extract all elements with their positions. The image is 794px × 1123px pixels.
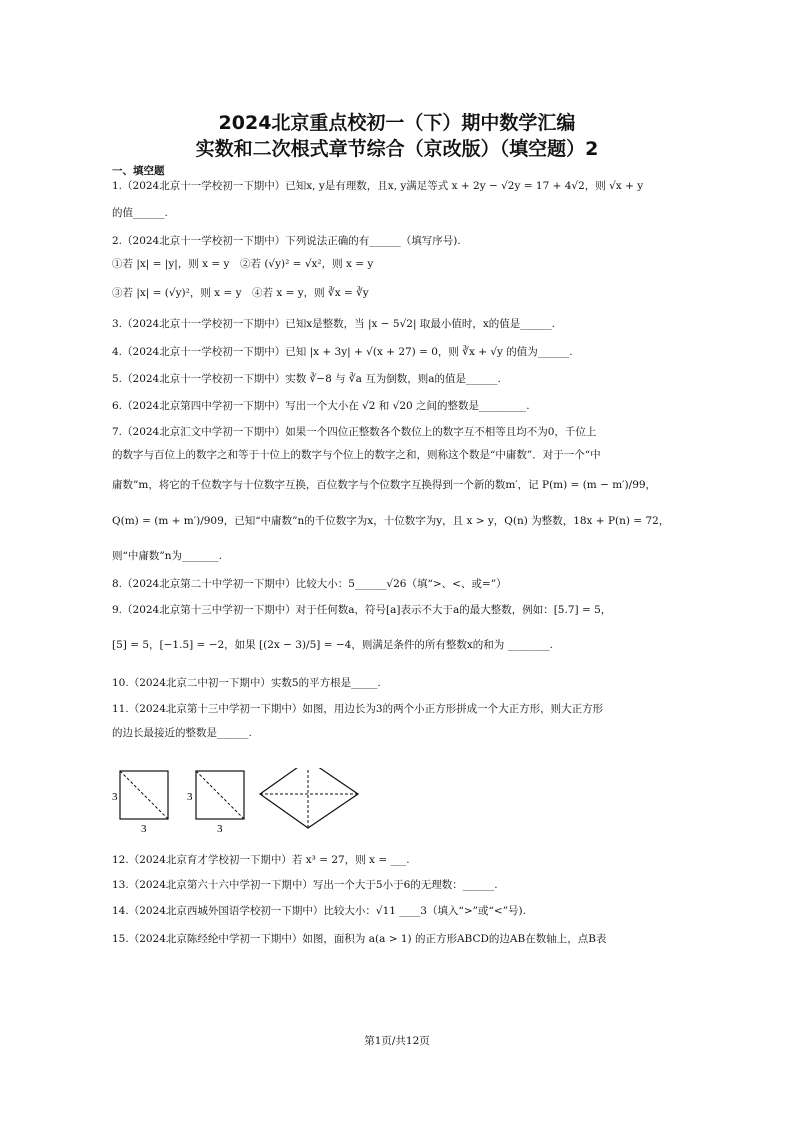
- question-line: 13.（2024北京第六十六中学初一下期中）写出一个大于5小于6的无理数：______.: [112, 879, 498, 891]
- question-line: 5.（2024北京十一学校初一下期中）实数 ∛−8 与 ∛a 互为倒数，则a的值是______.: [112, 373, 501, 385]
- question-line: 10.（2024北京二中初一下期中）实数5的平方根是_____.: [112, 677, 381, 689]
- question-line: 的边长最接近的整数是______.: [112, 727, 252, 739]
- question-line: 8.（2024北京第二十中学初一下期中）比较大小：5______√26（填“>、<、或=”）: [112, 578, 507, 590]
- question-line: 3.（2024北京十一学校初一下期中）已知x是整数，当 |x − 5√2| 取最小值时，x的值是______.: [112, 318, 556, 330]
- small-square-2-diagonal: [196, 771, 244, 819]
- question-line: 6.（2024北京第四中学初一下期中）写出一个大小在 √2 和 √20 之间的整数是_________.: [112, 400, 530, 412]
- question-line: 15.（2024北京陈经纶中学初一下期中）如图，面积为 a(a > 1) 的正方形ABCD的边AB在数轴上，点B表: [112, 933, 607, 945]
- document-subtitle: 实数和二次根式章节综合（京改版）（填空题）2: [195, 138, 599, 160]
- bottom-label-2: 3: [217, 823, 223, 835]
- small-square-1-diagonal: [120, 771, 168, 819]
- question-line: Q(m) = (m + m′)/909，已知“中庸数”n的千位数字为x，十位数字为y，且 x > y，Q(n) 为整数，18x + P(n) = 72，: [112, 515, 670, 527]
- side-label-2: 3: [187, 791, 193, 803]
- question-line: 7.（2024北京汇文中学初一下期中）如果一个四位正整数各个数位上的数字互不相等且均不为0，千位上: [112, 426, 597, 438]
- question-line: 14.（2024北京西城外国语学校初一下期中）比较大小：√11 ____3（填入“>”或“<”号).: [112, 905, 526, 917]
- bottom-label-1: 3: [141, 823, 147, 835]
- question-line: ①若 |x| = |y|，则 x = y ②若 (√y)² = √x²，则 x = y: [112, 258, 374, 270]
- side-label-1: 3: [112, 791, 118, 803]
- question-line: 2.（2024北京十一学校初一下期中）下列说法正确的有______（填写序号).: [112, 235, 461, 247]
- question-line: 4.（2024北京十一学校初一下期中）已知 |x + 3y| + √(x + 27) = 0，则 ∛x + √y 的值为______.: [112, 346, 573, 358]
- question-line: 庸数”m，将它的千位数字与十位数字互换，百位数字与个位数字互换得到一个新的数m′，记 P(m) = (m − m′)/99，: [112, 479, 657, 491]
- document-title: 2024北京重点校初一（下）期中数学汇编: [218, 112, 576, 134]
- question-line: 的值______.: [112, 207, 168, 219]
- question-line: ③若 |x| = (√y)²，则 x = y ④若 x = y，则 ∛x = ∛y: [112, 287, 369, 299]
- page-footer: 第1页/共12页: [364, 1035, 430, 1047]
- square-figure: [110, 768, 370, 838]
- question-line: 则“中庸数”n为_______.: [112, 550, 223, 562]
- large-square: [260, 768, 358, 828]
- question-line: 12.（2024北京育才学校初一下期中）若 x³ = 27，则 x = ___.: [112, 854, 410, 866]
- question-line: 1.（2024北京十一学校初一下期中）已知x, y是有理数，且x, y满足等式 x + 2y − √2y = 17 + 4√2，则 √x + y: [112, 180, 644, 192]
- question-line: [5] = 5，[−1.5] = −2，如果 [(2x − 3)/5] = −4，则满足条件的所有整数x的和为 ________.: [112, 639, 553, 651]
- section-heading: 一、填空题: [112, 165, 165, 177]
- question-line: 11.（2024北京第十三中学初一下期中）如图，用边长为3的两个小正方形拼成一个大正方形，则大正方形: [112, 703, 604, 715]
- question-line: 9.（2024北京第十三中学初一下期中）对于任何数a，符号[a]表示不大于a的最大整数，例如：[5.7] = 5，: [112, 604, 612, 616]
- question-line: 的数字与百位上的数字之和等于十位上的数字与个位上的数字之和，则称这个数是“中庸数”．对于一个“中: [112, 449, 601, 461]
